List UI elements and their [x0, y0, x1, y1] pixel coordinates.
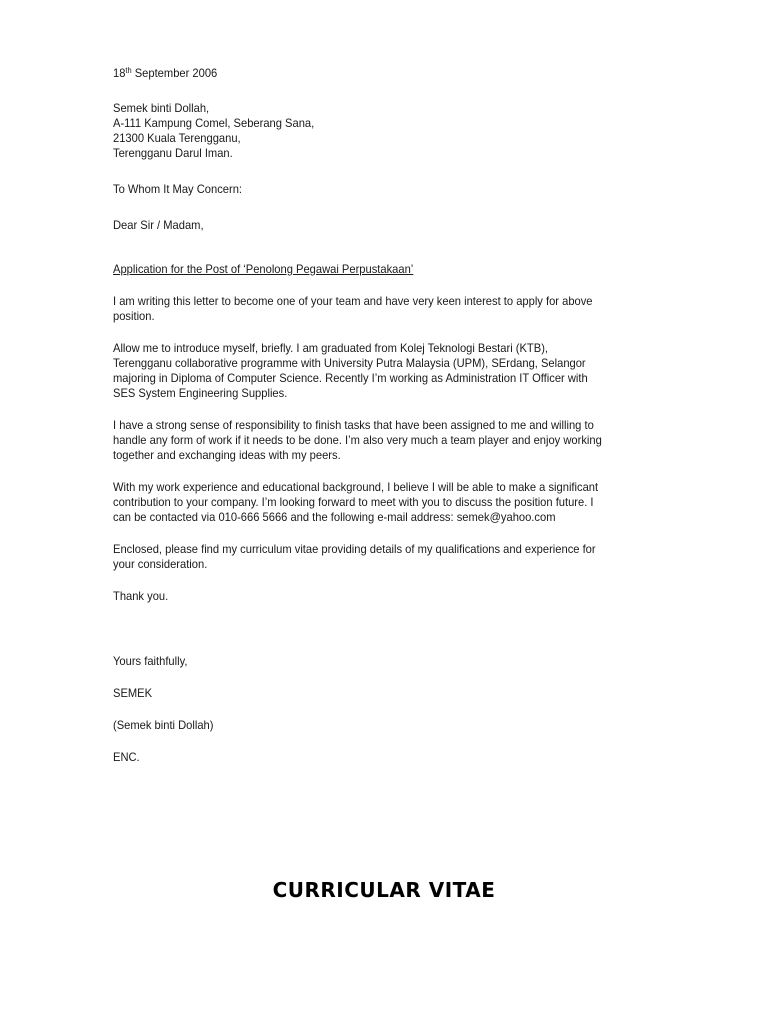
subject-line: Application for the Post of ‘Penolong Pegawai Perpustakaan’ [113, 262, 414, 276]
cover-letter [113, 66, 620, 765]
paragraph-contact [113, 480, 620, 525]
date-day: 18 [113, 66, 126, 80]
dear-line: Dear Sir / Madam, [113, 218, 204, 232]
paragraph-line: Enclosed, please find my curriculum vitae providing details of my qualifications and experience for [113, 542, 596, 556]
paragraph-line: your consideration. [113, 557, 208, 571]
address-line: 21300 Kuala Terengganu, [113, 131, 241, 145]
thank-you-line: Thank you. [113, 589, 169, 603]
letter-date [113, 66, 620, 81]
paragraph-line: majoring in Diploma of Computer Science. Recently I’m working as Administration IT Officer with [113, 371, 588, 385]
paragraph-line: can be contacted via 010-666 5666 and the following e-mail address: semek@yahoo.com [113, 510, 556, 524]
date-suffix: th [125, 66, 132, 75]
paragraph-line: With my work experience and educational background, I believe I will be able to make a significant [113, 480, 599, 494]
enclosure-note: ENC. [113, 750, 140, 764]
full-name: (Semek binti Dollah) [113, 718, 214, 732]
sender-address [113, 101, 620, 161]
address-line: Terengganu Darul Iman. [113, 146, 233, 160]
paragraph-line: handle any form of work if it needs to be done. I’m also very much a team player and enjoy working [113, 433, 602, 447]
paragraph-line: Terengganu collaborative programme with University Putra Malaysia (UPM), SErdang, Selangor [113, 356, 586, 370]
date-rest: September 2006 [131, 66, 218, 80]
paragraph-line: contribution to your company. I’m looking forward to meet with you to discuss the position future. I [113, 495, 594, 509]
to-line: To Whom It May Concern: [113, 182, 243, 196]
paragraph-responsibility [113, 418, 620, 463]
closing-line: Yours faithfully, [113, 654, 188, 668]
address-line: A-111 Kampung Comel, Seberang Sana, [113, 116, 315, 130]
paragraph-line: position. [113, 309, 155, 323]
address-line: Semek binti Dollah, [113, 101, 210, 115]
paragraph-introduction [113, 341, 620, 401]
paragraph-line: SES System Engineering Supplies. [113, 386, 288, 400]
paragraph-line: together and exchanging ideas with my peers. [113, 448, 341, 462]
paragraph-line: Allow me to introduce myself, briefly. I am graduated from Kolej Teknologi Bestari (KTB), [113, 341, 549, 355]
cv-heading: CURRICULAR VITAE [272, 878, 496, 902]
paragraph-intent [113, 294, 620, 324]
paragraph-enclosed [113, 542, 620, 572]
paragraph-line: I have a strong sense of responsibility to finish tasks that have been assigned to me and willing to [113, 418, 594, 432]
paragraph-line: I am writing this letter to become one of your team and have very keen interest to apply for above [113, 294, 593, 308]
signature-name: SEMEK [113, 686, 153, 700]
